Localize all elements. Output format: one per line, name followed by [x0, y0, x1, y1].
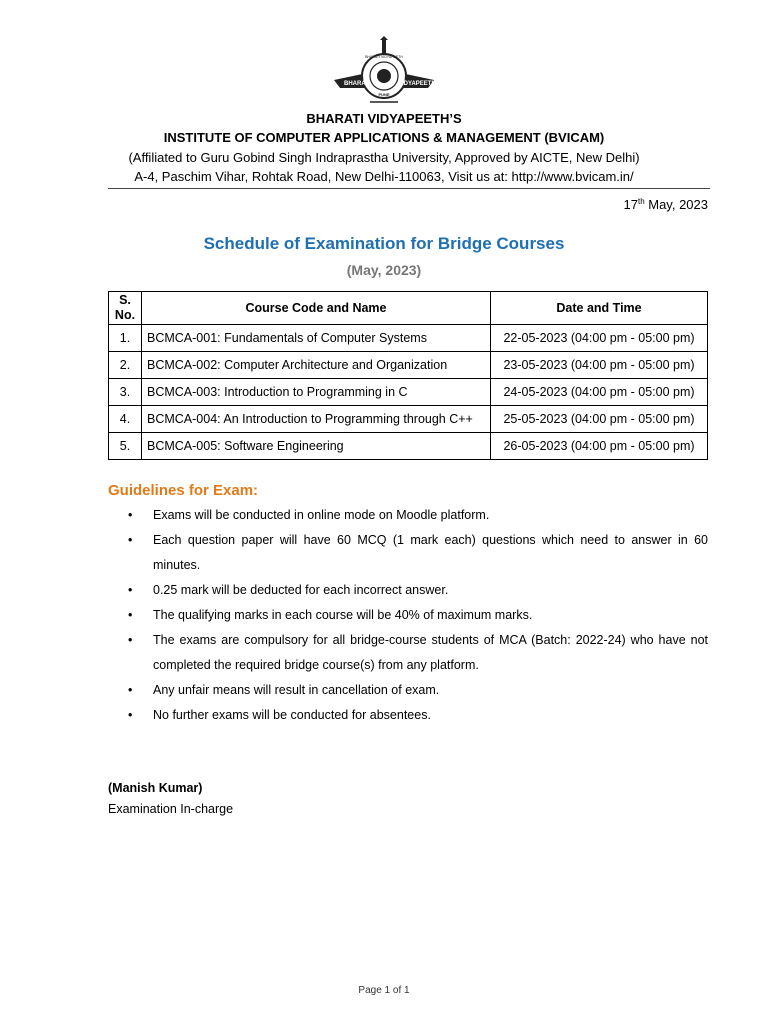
signatory-role: Examination In-charge: [108, 802, 234, 816]
row-course: BCMCA-002: Computer Architecture and Organization: [142, 352, 491, 379]
schedule-table: [108, 291, 708, 460]
bullet-icon: •: [128, 608, 133, 622]
date-suffix: th: [637, 197, 645, 206]
guidelines-title: Guidelines for Exam:: [108, 482, 259, 499]
guideline-text: Any unfair means will result in cancellation of exam.: [153, 683, 440, 697]
row-datetime: 26-05-2023 (04:00 pm - 05:00 pm): [491, 433, 708, 460]
address-line: A-4, Paschim Vihar, Rohtak Road, New Delhi-110063, Visit us at: http://www.bvicam.in/: [134, 169, 634, 184]
row-course: BCMCA-001: Fundamentals of Computer Systems: [142, 325, 491, 352]
row-sno: 1.: [109, 325, 142, 352]
logo-ring-text: BHARATI VIDYAPEETH: [365, 55, 403, 59]
list-item: [108, 528, 708, 578]
list-item: [108, 578, 708, 603]
bullet-icon: •: [128, 708, 133, 722]
guideline-text: The exams are compulsory for all bridge-course students of MCA (Batch: 2022-24) who have not completed the required bridge course(s) from any platform.: [153, 633, 708, 672]
table-row: [109, 325, 708, 352]
header-divider: [108, 188, 710, 189]
table-header-row: [109, 292, 708, 325]
affiliation-line: (Affiliated to Guru Gobind Singh Indraprastha University, Approved by AICTE, New Delhi): [128, 150, 640, 165]
row-datetime: 22-05-2023 (04:00 pm - 05:00 pm): [491, 325, 708, 352]
header-sno: S. No.: [109, 292, 142, 325]
row-sno: 3.: [109, 379, 142, 406]
guideline-text: 0.25 mark will be deducted for each incorrect answer.: [153, 583, 449, 597]
bullet-icon: •: [128, 508, 133, 522]
bullet-icon: •: [128, 683, 133, 697]
guideline-text: Exams will be conducted in online mode on Moodle platform.: [153, 508, 490, 522]
logo-right-text: VIDYAPEETH: [398, 81, 436, 87]
institute-name: INSTITUTE OF COMPUTER APPLICATIONS & MANAGEMENT (BVICAM): [163, 130, 605, 145]
list-item: [108, 628, 708, 678]
logo-bottom-text: PUNE: [378, 92, 390, 97]
row-datetime: 25-05-2023 (04:00 pm - 05:00 pm): [491, 406, 708, 433]
page-number: Page 1 of 1: [358, 985, 410, 996]
institute-parent-name: BHARATI VIDYAPEETH’S: [306, 111, 462, 126]
document-subtitle: (May, 2023): [346, 262, 422, 278]
guideline-text: Each question paper will have 60 MCQ (1 mark each) questions which need to answer in 60 minutes.: [153, 533, 708, 572]
date-rest: May, 2023: [644, 197, 708, 212]
guidelines-list: [108, 503, 708, 728]
guideline-text: The qualifying marks in each course will be 40% of maximum marks.: [153, 608, 533, 622]
row-course: BCMCA-004: An Introduction to Programming through C++: [142, 406, 491, 433]
bullet-icon: •: [128, 533, 133, 547]
guideline-text: No further exams will be conducted for absentees.: [153, 708, 431, 722]
list-item: [108, 603, 708, 628]
logo-left-text: BHARATI: [344, 81, 371, 87]
list-item: [108, 503, 708, 528]
institute-logo: [330, 36, 438, 108]
table-row: [109, 406, 708, 433]
list-item: [108, 678, 708, 703]
list-item: [108, 703, 708, 728]
bullet-icon: •: [128, 583, 133, 597]
row-sno: 2.: [109, 352, 142, 379]
document-date: [624, 197, 709, 212]
document-title: Schedule of Examination for Bridge Courses: [203, 234, 565, 253]
row-datetime: 23-05-2023 (04:00 pm - 05:00 pm): [491, 352, 708, 379]
header-datetime: Date and Time: [491, 292, 708, 325]
row-sno: 4.: [109, 406, 142, 433]
table-row: [109, 352, 708, 379]
row-datetime: 24-05-2023 (04:00 pm - 05:00 pm): [491, 379, 708, 406]
row-sno: 5.: [109, 433, 142, 460]
signatory-name: (Manish Kumar): [108, 781, 203, 795]
row-course: BCMCA-005: Software Engineering: [142, 433, 491, 460]
date-day: 17: [623, 197, 638, 212]
header-course: Course Code and Name: [142, 292, 491, 325]
table-row: [109, 379, 708, 406]
row-course: BCMCA-003: Introduction to Programming in C: [142, 379, 491, 406]
bullet-icon: •: [128, 633, 133, 647]
table-row: [109, 433, 708, 460]
